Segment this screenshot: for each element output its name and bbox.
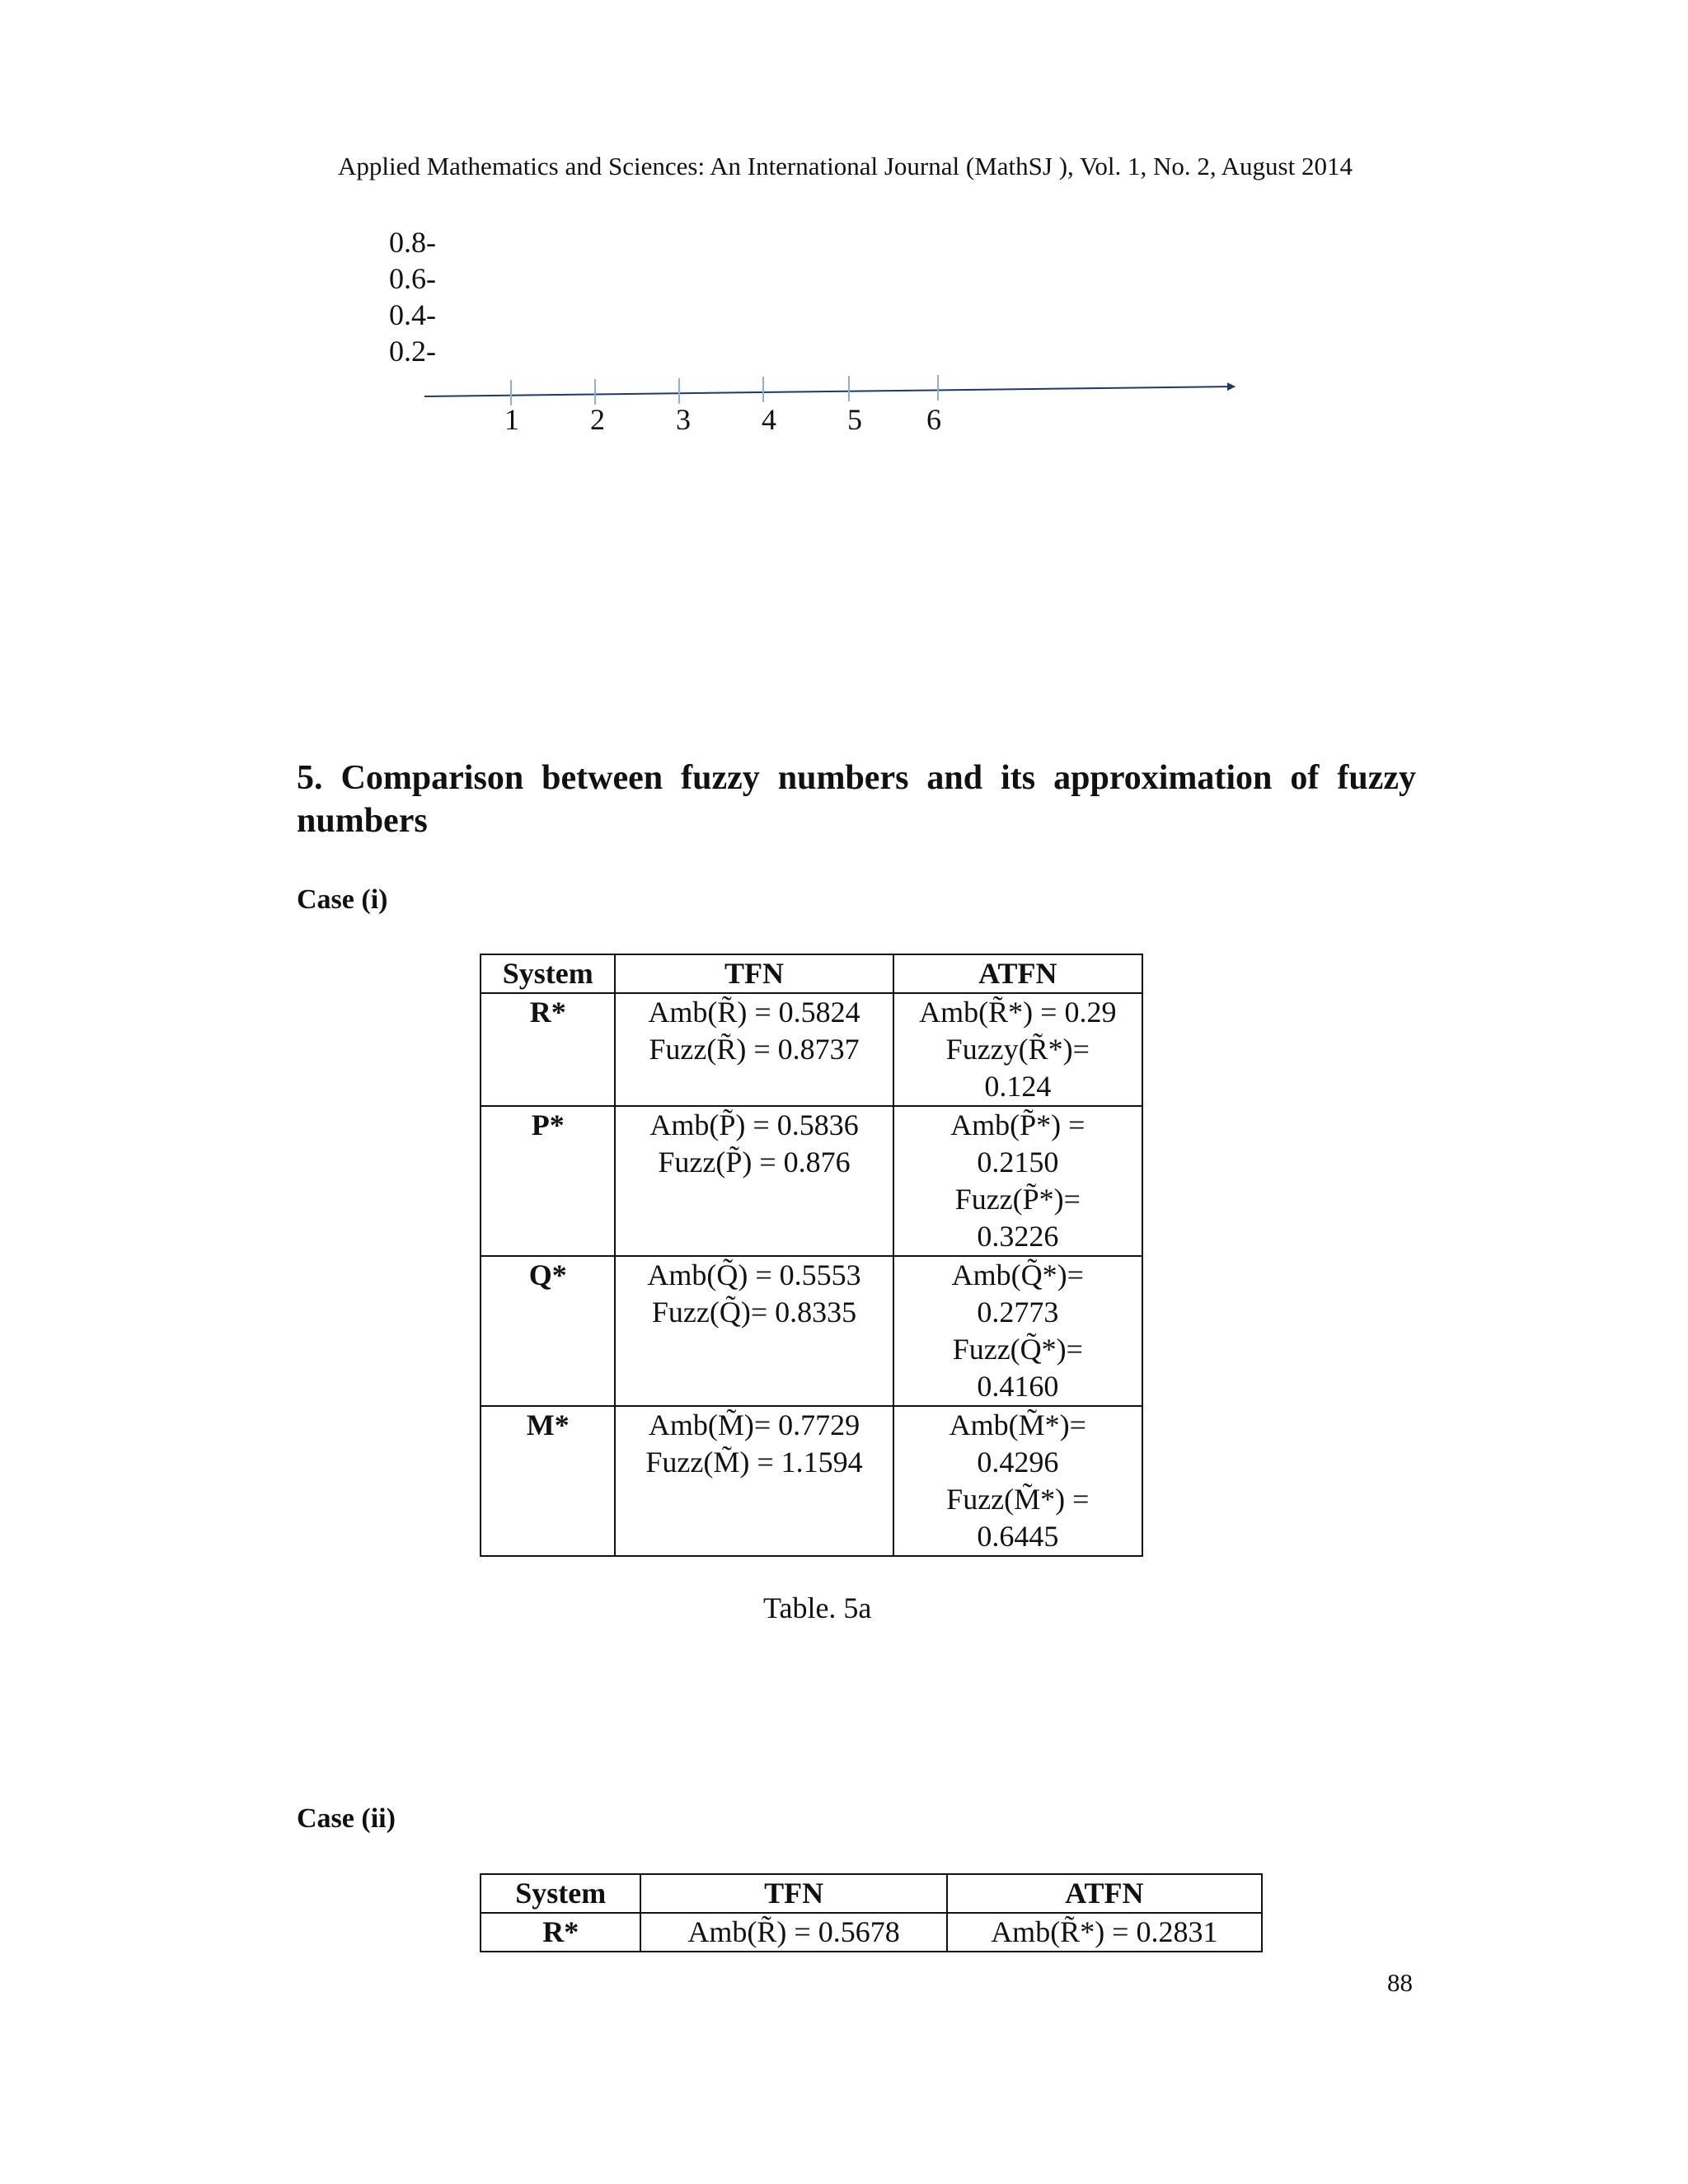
header-tfn: TFN [640, 1874, 946, 1913]
table-caption: Table. 5a [763, 1591, 872, 1624]
tfn-line: Amb(Q̃) = 0.5553 [647, 1258, 861, 1291]
atfn-line: Amb(R̃*) = 0.29 [919, 996, 1117, 1029]
atfn-line: Fuzz(M̃*) = [946, 1483, 1090, 1516]
atfn-line: Fuzz(P̃*)= [954, 1183, 1081, 1216]
table-row [481, 1106, 1142, 1256]
case-ii-label: Case (ii) [297, 1803, 396, 1834]
atfn-line: 0.2773 [977, 1296, 1059, 1329]
header-atfn: ATFN [947, 1874, 1262, 1913]
header-tfn: TFN [615, 954, 893, 993]
atfn-cell [893, 993, 1142, 1106]
section-title: 5. Comparison between fuzzy numbers and its approximation of fuzzy numbers [297, 759, 1416, 840]
table-row [481, 993, 1142, 1106]
tfn-cell [615, 1256, 893, 1406]
table-row [481, 1256, 1142, 1406]
header-system: System [481, 1874, 640, 1913]
atfn-cell [893, 1256, 1142, 1406]
tfn-line: Amb(R̃) = 0.5824 [648, 996, 860, 1029]
atfn-line: 0.2150 [977, 1146, 1059, 1179]
x-axis-line [424, 387, 1235, 396]
system-cell: P* [481, 1106, 615, 1256]
atfn-line: Fuzzy(R̃*)= [945, 1033, 1090, 1066]
y-label: 0.4- [389, 298, 436, 331]
atfn-line: Fuzz(Q̃*)= [952, 1333, 1083, 1366]
table-header-row [481, 954, 1142, 993]
tfn-cell [615, 993, 893, 1106]
x-tick-label: 4 [762, 403, 776, 436]
header-system: System [481, 954, 615, 993]
table-case-i [480, 954, 1143, 1557]
atfn-line: 0.6445 [977, 1520, 1059, 1553]
tfn-line: Fuzz(M̃) = 1.1594 [645, 1446, 863, 1479]
tfn-cell [615, 1406, 893, 1556]
table-header-row [481, 1874, 1262, 1913]
tfn-line: Amb(P̃) = 0.5836 [649, 1108, 859, 1141]
atfn-cell [893, 1106, 1142, 1256]
y-label: 0.6- [389, 262, 436, 295]
x-axis-figure [0, 0, 1688, 462]
x-tick-label: 6 [926, 403, 941, 436]
running-header: Applied Mathematics and Sciences: An International Journal (MathSJ ), Vol. 1, No. 2, August 2014 [338, 152, 1353, 180]
atfn-line: Amb(R̃*) = 0.2831 [991, 1915, 1218, 1948]
x-tick-label: 2 [590, 403, 605, 436]
table-case-ii [480, 1873, 1263, 1952]
tfn-line: Fuzz(Q̃)= 0.8335 [651, 1296, 857, 1329]
tfn-line: Amb(R̃) = 0.5678 [687, 1915, 900, 1948]
atfn-line: Amb(P̃*) = [950, 1108, 1085, 1141]
y-label: 0.2- [389, 335, 436, 368]
atfn-line: 0.4296 [977, 1446, 1059, 1479]
system-cell: R* [481, 1913, 640, 1952]
system-cell: M* [481, 1406, 615, 1556]
case-i-label: Case (i) [297, 884, 388, 915]
atfn-cell [947, 1913, 1262, 1952]
tfn-line: Fuzz(P̃) = 0.876 [658, 1146, 851, 1179]
system-cell: R* [481, 993, 615, 1106]
tfn-cell [615, 1106, 893, 1256]
x-tick-label: 3 [676, 403, 691, 436]
table-row [481, 1406, 1142, 1556]
page-number: 88 [1387, 1968, 1413, 1997]
atfn-line: 0.124 [984, 1070, 1052, 1103]
tfn-cell [640, 1913, 946, 1952]
system-cell: Q* [481, 1256, 615, 1406]
atfn-cell [893, 1406, 1142, 1556]
tfn-line: Fuzz(R̃) = 0.8737 [649, 1033, 860, 1066]
x-tick-label: 1 [504, 403, 519, 436]
atfn-line: Amb(Q̃*)= [951, 1258, 1084, 1291]
tfn-line: Amb(M̃)= 0.7729 [648, 1408, 860, 1441]
atfn-line: 0.4160 [977, 1370, 1059, 1403]
header-atfn: ATFN [893, 954, 1142, 993]
x-tick-label: 5 [847, 403, 862, 436]
table-row [481, 1913, 1262, 1952]
atfn-line: 0.3226 [977, 1220, 1059, 1253]
atfn-line: Amb(M̃*)= [949, 1408, 1086, 1441]
y-label: 0.8- [389, 226, 436, 259]
